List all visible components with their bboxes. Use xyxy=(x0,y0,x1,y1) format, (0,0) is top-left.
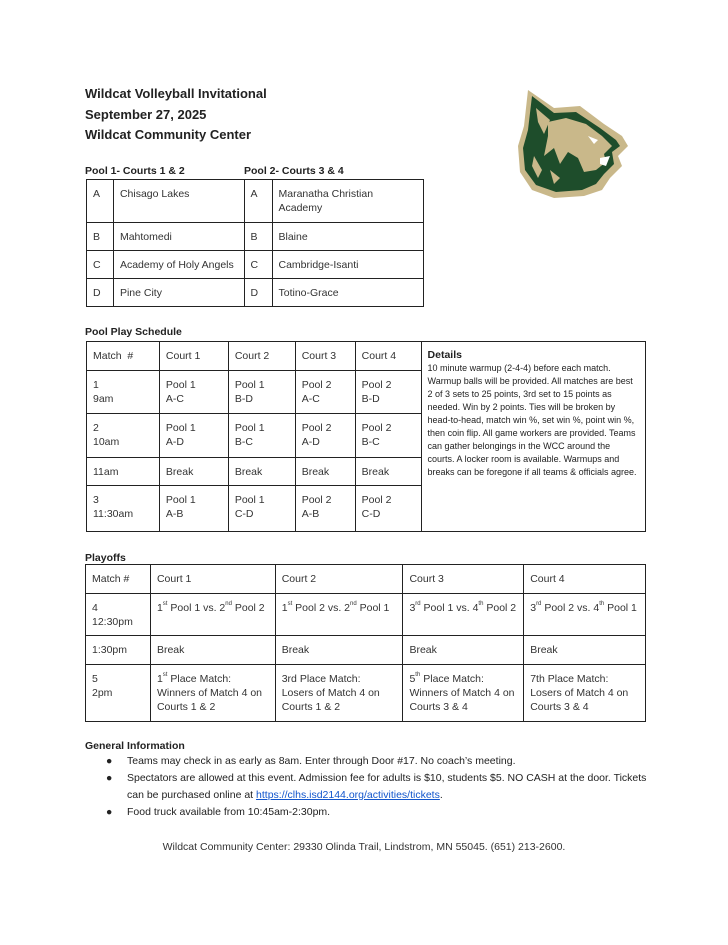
match-number: 4 xyxy=(92,602,98,614)
matchup: A-B xyxy=(301,508,320,520)
details-title: Details xyxy=(427,349,462,361)
table-row xyxy=(87,251,424,279)
header-cell: Court 1 xyxy=(165,350,201,362)
matchup: 1st Pool 1 vs. 2nd Pool 2 xyxy=(156,601,265,614)
matchup: B-D xyxy=(234,393,253,405)
table-row xyxy=(87,223,424,251)
pool1-seed: D xyxy=(93,287,101,299)
event-title: Wildcat Volleyball Invitational xyxy=(85,86,267,101)
break-label: Break xyxy=(234,466,263,478)
table-row xyxy=(87,279,424,307)
break-label: Break xyxy=(301,466,330,478)
table-header-row xyxy=(87,342,646,371)
matchup: B-D xyxy=(361,393,380,405)
pool2-seed: A xyxy=(250,188,258,200)
match-number: 3 xyxy=(93,494,99,506)
tickets-link[interactable]: https://clhs.isd2144.org/activities/tickets xyxy=(256,789,440,801)
pool1-seed: A xyxy=(93,188,101,200)
pool1-seed: B xyxy=(93,231,101,243)
table-row xyxy=(87,180,424,223)
header-cell: Court 1 xyxy=(156,573,192,585)
header-cell: Match # xyxy=(92,573,130,585)
header-cell: Court 2 xyxy=(234,350,270,362)
matchup: 3rd Pool 1 vs. 4th Pool 2 xyxy=(409,601,517,614)
match-time: 2pm xyxy=(92,687,113,699)
pool-name: Pool 1 xyxy=(234,422,265,434)
general-info-label: General Information xyxy=(85,740,185,752)
bullet-icon: ● xyxy=(106,755,113,767)
break-label: Break xyxy=(281,644,310,656)
matchup: C-D xyxy=(234,508,254,520)
playoffs-table xyxy=(85,564,646,722)
header-cell: Court 2 xyxy=(281,573,317,585)
pool2-team: Maranatha Christian Academy xyxy=(278,188,374,214)
pool-name: Pool 1 xyxy=(165,422,196,434)
placement-match: 5th Place Match: Winners of Match 4 on Courts 3 & 4 xyxy=(409,672,515,713)
break-label: Break xyxy=(361,466,390,478)
pool-name: Pool 1 xyxy=(165,494,196,506)
match-time: 10am xyxy=(93,436,120,448)
placement-match: 7th Place Match: Losers of Match 4 on Courts 3 & 4 xyxy=(530,673,629,713)
pool-name: Pool 1 xyxy=(234,379,265,391)
placement-match: 3rd Place Match: Losers of Match 4 on Courts 1 & 2 xyxy=(281,673,380,713)
bullet-icon: ● xyxy=(106,806,113,818)
bullet-icon: ● xyxy=(106,772,113,784)
pool-play-label: Pool Play Schedule xyxy=(85,326,182,338)
table-row xyxy=(86,636,646,665)
playoffs-label: Playoffs xyxy=(85,552,126,564)
break-label: Break xyxy=(409,644,437,656)
pool2-label: Pool 2- Courts 3 & 4 xyxy=(244,165,344,177)
footer-address: Wildcat Community Center: 29330 Olinda Trail, Lindstrom, MN 55045. (651) 213-2600. xyxy=(162,841,566,853)
matchup: 3rd Pool 2 vs. 4th Pool 1 xyxy=(530,601,637,614)
list-item: ● Food truck available from 10:45am-2:30pm. xyxy=(106,804,666,821)
matchup: B-C xyxy=(234,436,253,448)
document-header xyxy=(85,84,267,146)
matchup: A-B xyxy=(165,508,184,520)
header-cell: Match # xyxy=(93,350,134,362)
header-cell: Court 3 xyxy=(301,350,337,362)
table-header-row xyxy=(86,565,646,594)
match-time: 1:30pm xyxy=(92,644,128,656)
pool-name: Pool 1 xyxy=(165,379,196,391)
pool2-team: Cambridge-Isanti xyxy=(278,259,359,271)
details-text: 10 minute warmup (2-4-4) before each match. Warmup balls will be provided. All matches are best 2 of 3 sets to 25 points, 3rd set to 15 points as needed. Win by 2 points. Ties will be broken by head-to-head, match win %, set win %, point win %, then coin flip. All game workers are provided. Teams can gather belongings in the WCC around the courts. A locker room is available. Warmups and breaks can be foregone if all teams & officials agree. xyxy=(427,363,637,477)
match-time: 11:30am xyxy=(93,508,134,520)
match-time: 9am xyxy=(93,393,114,405)
pool-name: Pool 2 xyxy=(361,379,392,391)
list-item: ● Spectators are allowed at this event. Admission fee for adults is $10, students $5. NO CASH at the door. Tickets can be purchased online at https://clhs.isd2144.org/activities/tickets. xyxy=(106,772,647,801)
matchup: A-C xyxy=(301,393,320,405)
pool-name: Pool 2 xyxy=(301,494,332,506)
pool2-team: Totino-Grace xyxy=(278,287,339,299)
details-cell xyxy=(421,342,645,532)
header-cell: Court 4 xyxy=(530,573,565,585)
match-time: 12:30pm xyxy=(92,616,133,628)
break-label: Break xyxy=(530,644,558,656)
matchup: A-D xyxy=(301,436,320,448)
pool1-label: Pool 1- Courts 1 & 2 xyxy=(85,165,185,177)
pool-name: Pool 2 xyxy=(301,422,332,434)
pool2-team: Blaine xyxy=(278,231,308,243)
table-row xyxy=(86,594,646,636)
table-row xyxy=(86,665,646,722)
pool-name: Pool 2 xyxy=(361,422,392,434)
pools-table xyxy=(86,179,424,307)
pool-name: Pool 2 xyxy=(361,494,392,506)
pool1-team: Academy of Holy Angels xyxy=(119,259,234,271)
match-number: 1 xyxy=(93,379,99,391)
matchup: B-C xyxy=(361,436,380,448)
matchup: C-D xyxy=(361,508,381,520)
pool2-seed: D xyxy=(250,287,259,299)
match-number: 5 xyxy=(92,673,98,685)
pool1-seed: C xyxy=(93,259,101,271)
header-cell: Court 4 xyxy=(361,350,397,362)
matchup: A-C xyxy=(165,393,185,405)
match-time: 11am xyxy=(93,466,119,478)
pool1-team: Chisago Lakes xyxy=(119,188,190,200)
matchup: 1st Pool 2 vs. 2nd Pool 1 xyxy=(281,601,390,614)
wildcat-logo-icon xyxy=(514,86,632,202)
pool-name: Pool 2 xyxy=(301,379,332,391)
break-label: Break xyxy=(156,644,185,656)
pool1-team: Mahtomedi xyxy=(119,231,172,243)
pool1-team: Pine City xyxy=(119,287,162,299)
match-number: 2 xyxy=(93,422,99,434)
pool-play-table xyxy=(86,341,646,532)
event-date: September 27, 2025 xyxy=(85,106,207,122)
matchup: A-D xyxy=(165,436,185,448)
list-item: ● Teams may check in as early as 8am. Enter through Door #17. No coach’s meeting. xyxy=(106,753,666,770)
header-cell: Court 3 xyxy=(409,573,444,585)
general-info-list xyxy=(106,753,666,821)
pool2-seed: C xyxy=(250,259,259,271)
event-venue: Wildcat Community Center xyxy=(85,127,252,142)
placement-match: 1st Place Match: Winners of Match 4 on Courts 1 & 2 xyxy=(156,672,262,713)
pool2-seed: B xyxy=(250,231,258,243)
break-label: Break xyxy=(165,466,194,478)
pool-name: Pool 1 xyxy=(234,494,265,506)
